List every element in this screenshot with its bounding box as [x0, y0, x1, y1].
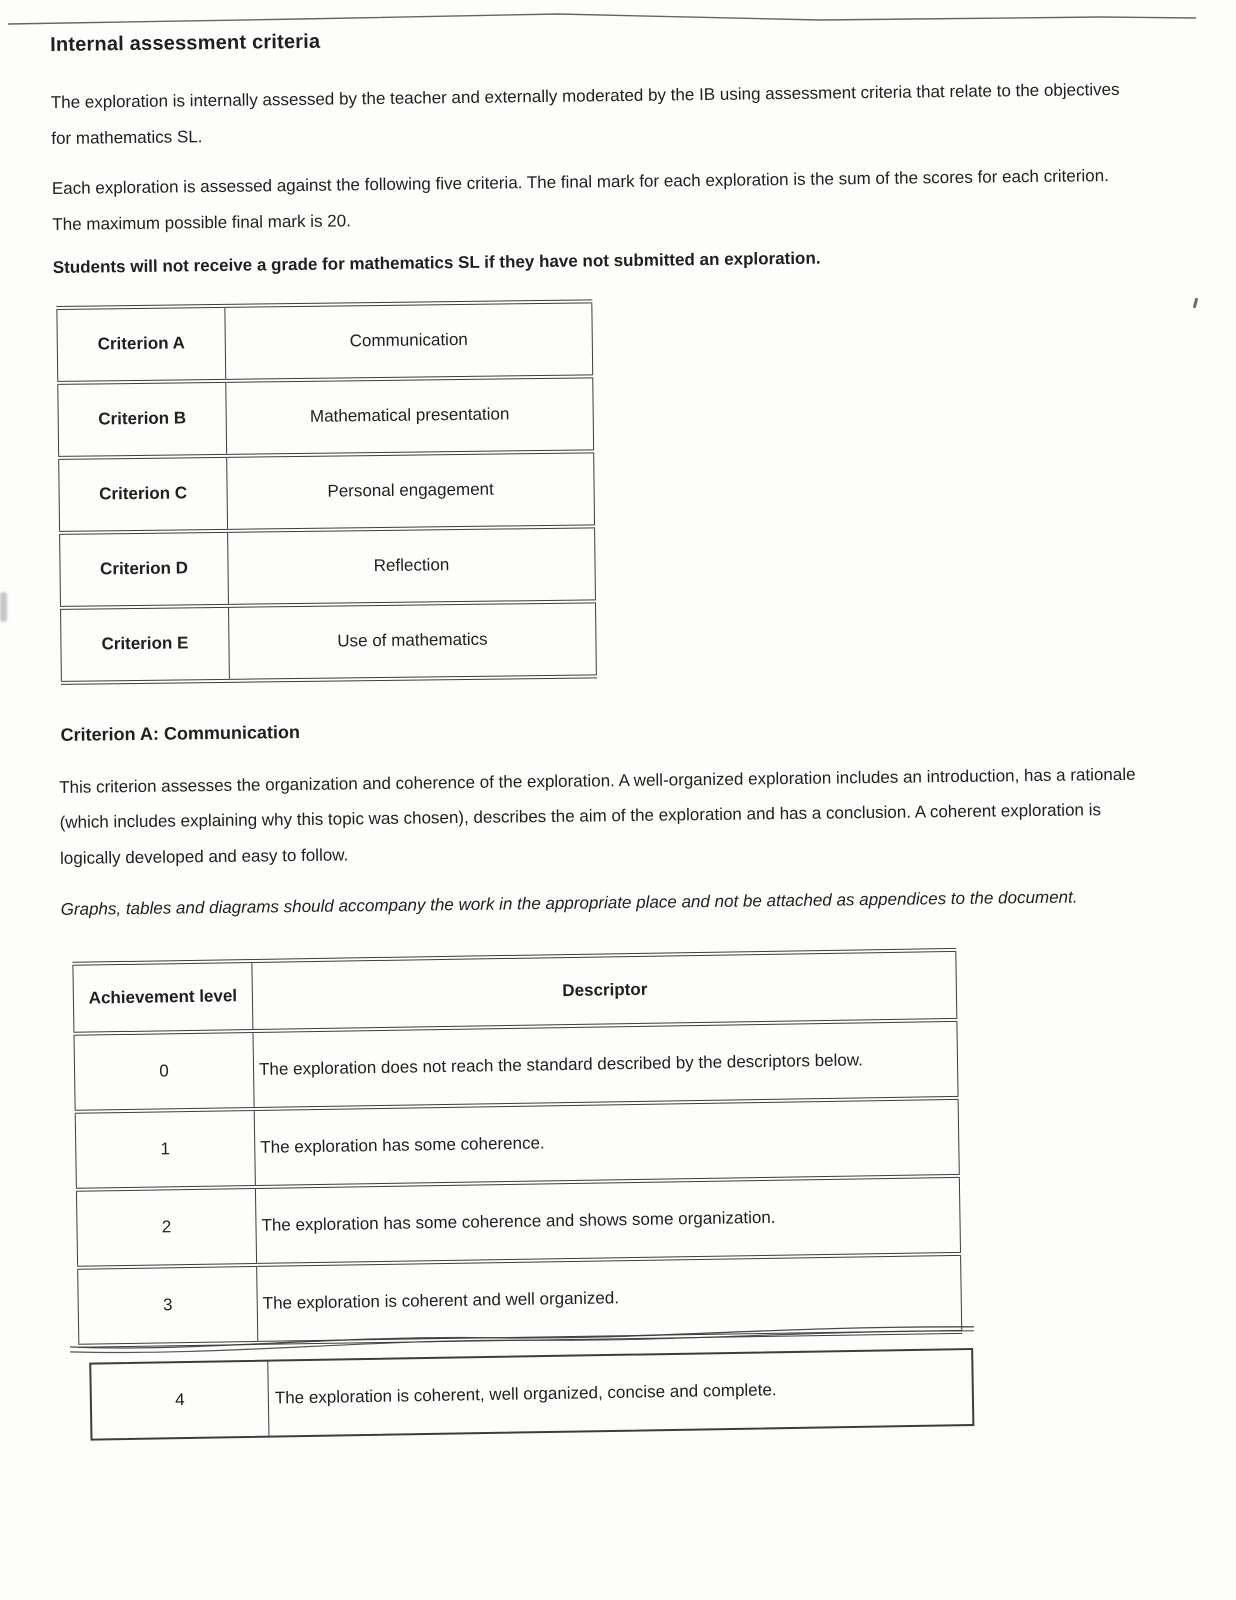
criteria-row	[60, 526, 596, 608]
criteria-row	[58, 376, 594, 458]
level-cell: 4	[91, 1361, 269, 1438]
level-cell: 3	[78, 1264, 258, 1345]
scan-speck	[1193, 298, 1198, 308]
criterion-name-cell: Criterion C	[59, 456, 228, 533]
criterion-a-heading: Criterion A: Communication	[60, 721, 301, 745]
levels-header-row	[73, 949, 957, 1033]
descriptor-cell: The exploration is coherent and well organized.	[257, 1253, 962, 1342]
criterion-name-cell: Criterion A	[57, 306, 226, 383]
level-cell: 1	[75, 1108, 255, 1189]
criterion-a-body: This criterion assesses the organization and coherence of the exploration. A well-organized exploration includes an introduction, has a rationale (which includes explaining why this topic was chosen), describes the aim of the exploration and has a conclusion. A coherent exploration is logically developed and easy to follow.	[59, 764, 1136, 869]
criterion-name-cell: Criterion D	[60, 531, 229, 608]
level-cell: 2	[76, 1186, 256, 1267]
descriptor-cell: The exploration has some coherence.	[254, 1097, 959, 1186]
criteria-row	[61, 601, 597, 683]
descriptor-header: Descriptor	[252, 949, 957, 1030]
achievement-level-header: Achievement level	[73, 960, 253, 1033]
intro-paragraph-2: Each exploration is assessed against the following five criteria. The final mark for each exploration is the sum of the scores for each criterion. The maximum possible final mark is 20.	[51, 166, 1109, 235]
level-row	[74, 1019, 958, 1111]
achievement-levels-table	[72, 947, 962, 1347]
criteria-table	[56, 299, 597, 685]
descriptor-cell: The exploration does not reach the standard described by the descriptors below.	[253, 1019, 958, 1108]
criterion-label-cell: Reflection	[228, 526, 596, 605]
criterion-name-cell: Criterion E	[61, 606, 230, 683]
descriptor-cell: The exploration has some coherence and shows some organization.	[255, 1175, 960, 1264]
level-cell: 0	[74, 1030, 254, 1111]
criterion-label-cell: Use of mathematics	[228, 601, 596, 680]
level-row	[78, 1253, 962, 1345]
no-grade-note: Students will not receive a grade for mathematics SL if they have not submitted an exploration.	[52, 248, 821, 277]
intro-paragraph-1: The exploration is internally assessed by the teacher and externally moderated by the IB using assessment criteria that relate to the objectives for mathematics SL.	[50, 79, 1120, 148]
page-title: Internal assessment criteria	[50, 30, 321, 56]
criteria-row	[59, 451, 595, 533]
document-content	[50, 20, 1187, 1440]
level-row-detached	[89, 1347, 974, 1440]
criterion-name-cell: Criterion B	[58, 381, 227, 458]
level-row	[75, 1097, 959, 1189]
criterion-label-cell: Personal engagement	[227, 451, 595, 530]
criterion-label-cell: Communication	[225, 301, 593, 380]
scan-smudge	[0, 592, 7, 622]
descriptor-cell: The exploration is coherent, well organized, concise and complete.	[274, 1379, 777, 1408]
level-row	[76, 1175, 960, 1267]
criteria-row	[57, 301, 593, 383]
criterion-a-italic-note: Graphs, tables and diagrams should accompany the work in the appropriate place and not be attached as appendices to the document.	[60, 887, 1078, 919]
criterion-label-cell: Mathematical presentation	[226, 376, 594, 455]
